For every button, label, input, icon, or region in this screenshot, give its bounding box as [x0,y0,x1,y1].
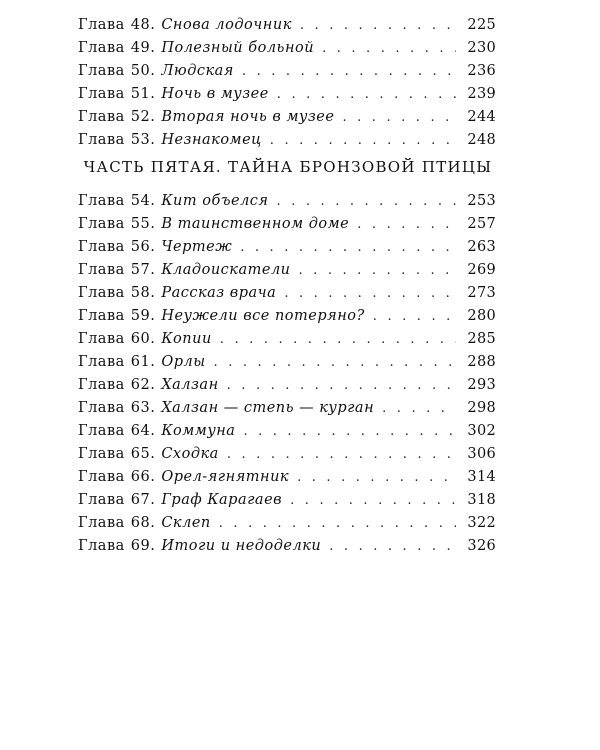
part-heading: ЧАСТЬ ПЯТАЯ. ТАЙНА БРОНЗОВОЙ ПТИЦЫ [83,158,493,176]
chapter-word: Глава [78,538,125,554]
chapter-number: 68. [130,515,156,531]
page-number: 225 [467,17,496,33]
chapter-word: Глава [78,492,125,508]
chapter-number: 57. [130,262,156,278]
dot-leader [297,466,456,489]
page-number: 322 [467,515,496,531]
chapter-word: Глава [78,17,125,33]
dot-leader [284,282,456,305]
toc-row [78,443,496,466]
chapter-number: 51. [130,86,156,102]
toc-row [78,14,496,37]
chapter-title: Халзан [161,377,219,393]
chapter-word: Глава [78,63,125,79]
dot-leader [214,351,456,374]
page-number: 230 [467,40,496,56]
chapter-title: Сходка [161,446,219,462]
toc-row [78,213,496,236]
chapter-title: Халзан — степь — курган [161,400,375,416]
toc-section-part-five [78,190,496,558]
dot-leader [342,106,456,129]
chapter-word: Глава [78,216,125,232]
toc-row [78,420,496,443]
dot-leader [299,259,456,282]
chapter-word: Глава [78,109,125,125]
dot-leader [219,512,456,535]
chapter-number: 60. [130,331,156,347]
chapter-word: Глава [78,423,125,439]
dot-leader [240,236,456,259]
page-number: 280 [467,308,496,324]
page-number: 248 [467,132,496,148]
page-number: 326 [467,538,496,554]
chapter-word: Глава [78,331,125,347]
toc-row [78,60,496,83]
chapter-word: Глава [78,132,125,148]
toc-row [78,190,496,213]
chapter-number: 50. [130,63,156,79]
chapter-title: Кит объелся [161,193,269,209]
dot-leader [243,420,456,443]
chapter-number: 65. [130,446,156,462]
dot-leader [227,443,456,466]
toc-row [78,259,496,282]
page-number: 257 [467,216,496,232]
chapter-number: 53. [130,132,156,148]
chapter-number: 62. [130,377,156,393]
toc-row [78,37,496,60]
chapter-word: Глава [78,400,125,416]
chapter-number: 64. [130,423,156,439]
dot-leader [290,489,456,512]
chapter-word: Глава [78,285,125,301]
toc-section-top [78,14,496,152]
page-number: 302 [467,423,496,439]
chapter-title: Ночь в музее [161,86,269,102]
chapter-title: Орлы [161,354,206,370]
chapter-word: Глава [78,193,125,209]
chapter-number: 63. [130,400,156,416]
toc-row [78,512,496,535]
dot-leader [277,190,456,213]
page-number: 298 [467,400,496,416]
toc-row [78,236,496,259]
dot-leader [382,397,456,420]
chapter-title: Неужели все потеряно? [161,308,365,324]
chapter-word: Глава [78,262,125,278]
chapter-word: Глава [78,40,125,56]
chapter-word: Глава [78,308,125,324]
chapter-word: Глава [78,446,125,462]
page-number: 263 [467,239,496,255]
toc-row [78,397,496,420]
chapter-number: 56. [130,239,156,255]
chapter-number: 52. [130,109,156,125]
chapter-title: Полезный больной [161,40,315,56]
page-number: 288 [467,354,496,370]
chapter-title: Снова лодочник [161,17,292,33]
chapter-title: Итоги и недоделки [161,538,322,554]
toc-row [78,489,496,512]
chapter-title: Склеп [161,515,211,531]
page-number: 314 [467,469,496,485]
chapter-title: Незнакомец [161,132,262,148]
chapter-title: Чертеж [161,239,233,255]
dot-leader [329,535,456,558]
chapter-title: В таинственном доме [161,216,350,232]
dot-leader [357,213,456,236]
chapter-number: 59. [130,308,156,324]
chapter-number: 66. [130,469,156,485]
chapter-number: 55. [130,216,156,232]
dot-leader [277,83,456,106]
toc-row [78,106,496,129]
chapter-title: Граф Карагаев [161,492,283,508]
page-number: 285 [467,331,496,347]
chapter-number: 69. [130,538,156,554]
chapter-title: Коммуна [161,423,236,439]
page-number: 253 [467,193,496,209]
chapter-word: Глава [78,354,125,370]
toc-row [78,83,496,106]
toc-row [78,328,496,351]
chapter-number: 58. [130,285,156,301]
chapter-number: 61. [130,354,156,370]
chapter-word: Глава [78,86,125,102]
chapter-number: 54. [130,193,156,209]
chapter-title: Кладоискатели [161,262,291,278]
dot-leader [373,305,456,328]
dot-leader [300,14,456,37]
page-number: 318 [467,492,496,508]
dot-leader [242,60,456,83]
chapter-word: Глава [78,239,125,255]
chapter-word: Глава [78,469,125,485]
chapter-title: Рассказ врача [161,285,277,301]
chapter-number: 67. [130,492,156,508]
chapter-number: 49. [130,40,156,56]
toc-row [78,282,496,305]
chapter-word: Глава [78,377,125,393]
toc-row [78,466,496,489]
dot-leader [270,129,456,152]
dot-leader [227,374,456,397]
chapter-number: 48. [130,17,156,33]
chapter-title: Орел-ягнятник [161,469,290,485]
page-number: 273 [467,285,496,301]
page-number: 236 [467,63,496,79]
toc-row [78,535,496,558]
toc-row [78,305,496,328]
page-number: 239 [467,86,496,102]
page-number: 244 [467,109,496,125]
toc-row [78,374,496,397]
chapter-title: Людская [161,63,234,79]
toc-row [78,351,496,374]
dot-leader [220,328,456,351]
page-number: 269 [467,262,496,278]
chapter-title: Вторая ночь в музее [161,109,335,125]
toc-row [78,129,496,152]
chapter-title: Копии [161,331,212,347]
chapter-word: Глава [78,515,125,531]
page-number: 293 [467,377,496,393]
dot-leader [322,37,456,60]
page-number: 306 [467,446,496,462]
